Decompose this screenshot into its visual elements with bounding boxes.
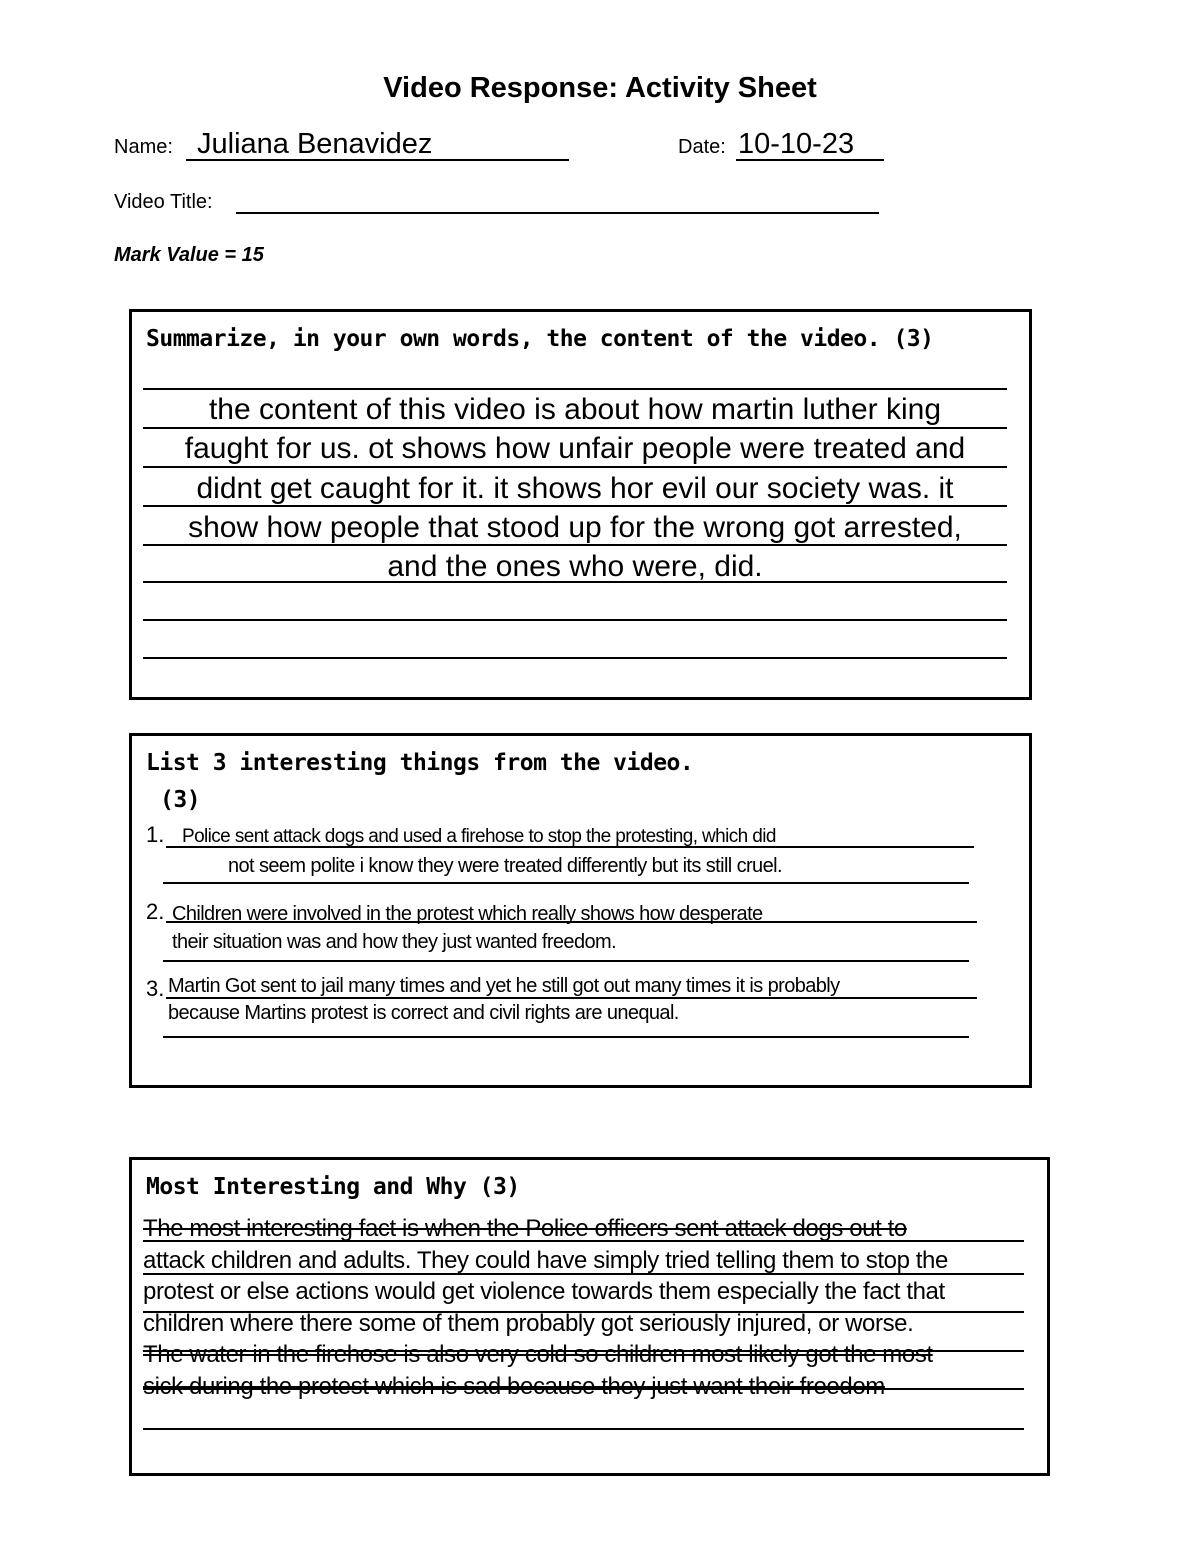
item-number: 2. bbox=[146, 899, 165, 924]
item-rule bbox=[166, 997, 977, 999]
item-rule bbox=[163, 960, 969, 962]
mark-value: Mark Value = 15 bbox=[114, 244, 264, 266]
most-interesting-heading: Most Interesting and Why (3) bbox=[146, 1174, 520, 1200]
summary-answer bbox=[143, 390, 1007, 586]
name-underline bbox=[186, 159, 569, 161]
answer-line: protest or else actions would get violence towards them especially the fact that bbox=[143, 1278, 945, 1305]
summary-heading: Summarize, in your own words, the content of the video. (3) bbox=[146, 326, 934, 352]
summary-rule bbox=[143, 657, 1007, 659]
item-rule bbox=[163, 882, 969, 884]
video-title-label: Video Title: bbox=[114, 191, 213, 213]
summary-line: faught for us. ot shows how unfair people were treated and bbox=[184, 432, 966, 466]
summary-rule bbox=[143, 619, 1007, 621]
date-label: Date: bbox=[678, 136, 726, 158]
video-title-field bbox=[236, 212, 879, 214]
summary-line: and the ones who were, did. bbox=[387, 550, 763, 584]
item-text-line: Martin Got sent to jail many times and yet he still got out many times it is probably bbox=[168, 975, 840, 997]
item-text-line: not seem polite i know they were treated differently but its still cruel. bbox=[228, 855, 782, 877]
item-rule bbox=[166, 846, 974, 848]
answer-rule bbox=[143, 1428, 1024, 1430]
answer-line: sick during the protest which is sad because they just want their freedom bbox=[143, 1372, 885, 1400]
answer-line: children where there some of them probably got seriously injured, or worse. bbox=[143, 1309, 914, 1337]
answer-line: The most interesting fact is when the Police officers sent attack dogs out to bbox=[143, 1215, 907, 1242]
item-text-line: their situation was and how they just wanted freedom. bbox=[172, 931, 617, 953]
summary-line: the content of this video is about how martin luther king bbox=[208, 393, 942, 426]
answer-line: attack children and adults. They could have simply tried telling them to stop the bbox=[143, 1246, 948, 1274]
name-value: Juliana Benavidez bbox=[197, 128, 433, 160]
summary-line: didnt get caught for it. it shows hor evil our society was. it bbox=[196, 471, 954, 505]
summary-line: show how people that stood up for the wrong got arrested, bbox=[188, 510, 962, 544]
item-number: 1. bbox=[146, 822, 165, 847]
most-interesting-answer bbox=[143, 1213, 1043, 1402]
item-rule bbox=[166, 921, 977, 923]
item-rule bbox=[163, 1036, 969, 1038]
date-underline bbox=[736, 159, 884, 161]
item-text-line: because Martins protest is correct and civil rights are unequal. bbox=[168, 1002, 679, 1024]
name-label: Name: bbox=[114, 136, 173, 158]
page-title: Video Response: Activity Sheet bbox=[383, 72, 817, 104]
item-number: 3. bbox=[146, 976, 165, 1001]
interesting-points: (3) bbox=[160, 787, 201, 813]
interesting-heading: List 3 interesting things from the video. bbox=[146, 750, 694, 776]
item-text-line: Police sent attack dogs and used a firehose to stop the protesting, which did bbox=[182, 826, 776, 847]
date-value: 10-10-23 bbox=[738, 128, 855, 160]
item-text-line: Children were involved in the protest which really shows how desperate bbox=[172, 903, 763, 925]
answer-line: The water in the firehose is also very cold so children most likely got the most bbox=[143, 1341, 933, 1368]
